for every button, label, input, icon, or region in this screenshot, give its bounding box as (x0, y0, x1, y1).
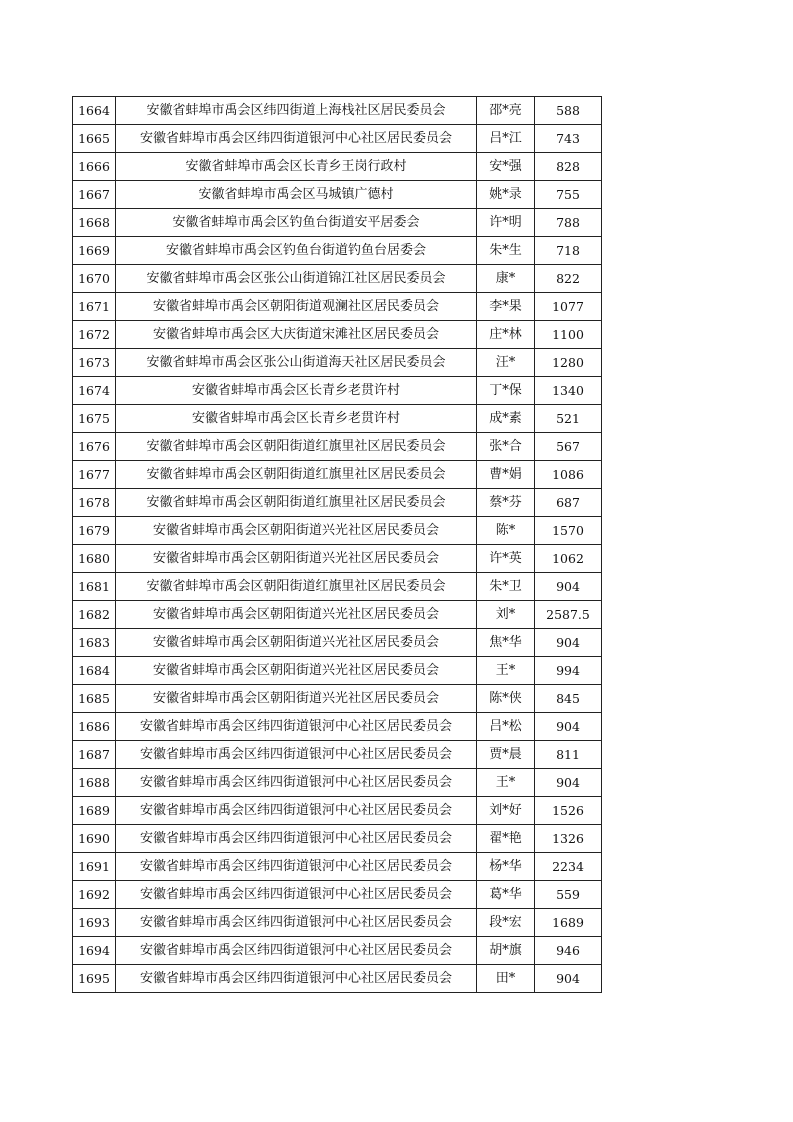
cell-amount: 811 (535, 741, 602, 769)
cell-name: 陈* (477, 517, 535, 545)
table-row (73, 937, 602, 965)
cell-index: 1668 (73, 209, 116, 237)
cell-index: 1684 (73, 657, 116, 685)
table-body (73, 97, 602, 993)
cell-name: 康* (477, 265, 535, 293)
cell-index: 1685 (73, 685, 116, 713)
table-row (73, 657, 602, 685)
cell-name: 许*英 (477, 545, 535, 573)
cell-address: 安徽省蚌埠市禹会区纬四街道银河中心社区居民委员会 (116, 797, 477, 825)
table-row (73, 349, 602, 377)
cell-address: 安徽省蚌埠市禹会区朝阳街道兴光社区居民委员会 (116, 685, 477, 713)
table-row (73, 545, 602, 573)
table-row (73, 97, 602, 125)
cell-amount: 1526 (535, 797, 602, 825)
cell-amount: 828 (535, 153, 602, 181)
cell-address: 安徽省蚌埠市禹会区钓鱼台街道钓鱼台居委会 (116, 237, 477, 265)
cell-amount: 904 (535, 769, 602, 797)
cell-name: 姚*录 (477, 181, 535, 209)
table-row (73, 237, 602, 265)
cell-address: 安徽省蚌埠市禹会区朝阳街道红旗里社区居民委员会 (116, 461, 477, 489)
cell-address: 安徽省蚌埠市禹会区朝阳街道兴光社区居民委员会 (116, 545, 477, 573)
table-row (73, 601, 602, 629)
cell-index: 1676 (73, 433, 116, 461)
table-row (73, 909, 602, 937)
cell-address: 安徽省蚌埠市禹会区朝阳街道兴光社区居民委员会 (116, 517, 477, 545)
cell-name: 成*素 (477, 405, 535, 433)
cell-index: 1670 (73, 265, 116, 293)
cell-name: 刘* (477, 601, 535, 629)
cell-index: 1669 (73, 237, 116, 265)
table-row (73, 293, 602, 321)
cell-name: 杨*华 (477, 853, 535, 881)
table-row (73, 405, 602, 433)
cell-address: 安徽省蚌埠市禹会区朝阳街道观澜社区居民委员会 (116, 293, 477, 321)
cell-index: 1689 (73, 797, 116, 825)
table-row (73, 825, 602, 853)
table-row (73, 797, 602, 825)
cell-address: 安徽省蚌埠市禹会区朝阳街道兴光社区居民委员会 (116, 629, 477, 657)
cell-name: 翟*艳 (477, 825, 535, 853)
cell-index: 1691 (73, 853, 116, 881)
table-row (73, 209, 602, 237)
cell-amount: 743 (535, 125, 602, 153)
cell-name: 王* (477, 769, 535, 797)
cell-index: 1686 (73, 713, 116, 741)
table-row (73, 125, 602, 153)
cell-amount: 2234 (535, 853, 602, 881)
cell-address: 安徽省蚌埠市禹会区钓鱼台街道安平居委会 (116, 209, 477, 237)
cell-index: 1687 (73, 741, 116, 769)
cell-amount: 588 (535, 97, 602, 125)
cell-amount: 1100 (535, 321, 602, 349)
cell-name: 葛*华 (477, 881, 535, 909)
table-row (73, 517, 602, 545)
cell-amount: 822 (535, 265, 602, 293)
cell-index: 1694 (73, 937, 116, 965)
cell-name: 焦*华 (477, 629, 535, 657)
cell-name: 胡*旗 (477, 937, 535, 965)
table-row (73, 685, 602, 713)
table-row (73, 853, 602, 881)
cell-amount: 904 (535, 573, 602, 601)
cell-amount: 559 (535, 881, 602, 909)
cell-name: 蔡*芬 (477, 489, 535, 517)
cell-index: 1674 (73, 377, 116, 405)
table-row (73, 265, 602, 293)
cell-name: 李*果 (477, 293, 535, 321)
cell-address: 安徽省蚌埠市禹会区马城镇广德村 (116, 181, 477, 209)
cell-address: 安徽省蚌埠市禹会区朝阳街道红旗里社区居民委员会 (116, 573, 477, 601)
cell-name: 刘*好 (477, 797, 535, 825)
cell-name: 陈*侠 (477, 685, 535, 713)
cell-amount: 845 (535, 685, 602, 713)
cell-name: 吕*松 (477, 713, 535, 741)
cell-name: 许*明 (477, 209, 535, 237)
cell-address: 安徽省蚌埠市禹会区纬四街道银河中心社区居民委员会 (116, 741, 477, 769)
cell-name: 安*强 (477, 153, 535, 181)
cell-name: 朱*生 (477, 237, 535, 265)
table-row (73, 181, 602, 209)
cell-amount: 521 (535, 405, 602, 433)
cell-amount: 904 (535, 629, 602, 657)
cell-address: 安徽省蚌埠市禹会区长青乡老贯许村 (116, 377, 477, 405)
cell-address: 安徽省蚌埠市禹会区纬四街道银河中心社区居民委员会 (116, 125, 477, 153)
cell-amount: 904 (535, 713, 602, 741)
cell-index: 1675 (73, 405, 116, 433)
cell-amount: 1077 (535, 293, 602, 321)
cell-name: 王* (477, 657, 535, 685)
cell-index: 1665 (73, 125, 116, 153)
table-row (73, 573, 602, 601)
cell-amount: 904 (535, 965, 602, 993)
cell-index: 1695 (73, 965, 116, 993)
table-row (73, 489, 602, 517)
cell-name: 吕*江 (477, 125, 535, 153)
cell-address: 安徽省蚌埠市禹会区纬四街道银河中心社区居民委员会 (116, 965, 477, 993)
cell-amount: 1062 (535, 545, 602, 573)
table-row (73, 965, 602, 993)
cell-amount: 1570 (535, 517, 602, 545)
cell-name: 张*合 (477, 433, 535, 461)
cell-amount: 788 (535, 209, 602, 237)
cell-index: 1666 (73, 153, 116, 181)
cell-index: 1693 (73, 909, 116, 937)
cell-name: 汪* (477, 349, 535, 377)
cell-index: 1671 (73, 293, 116, 321)
cell-address: 安徽省蚌埠市禹会区长青乡王岗行政村 (116, 153, 477, 181)
table-row (73, 433, 602, 461)
cell-address: 安徽省蚌埠市禹会区大庆街道宋滩社区居民委员会 (116, 321, 477, 349)
cell-index: 1680 (73, 545, 116, 573)
cell-address: 安徽省蚌埠市禹会区朝阳街道红旗里社区居民委员会 (116, 489, 477, 517)
cell-index: 1681 (73, 573, 116, 601)
cell-index: 1692 (73, 881, 116, 909)
cell-name: 段*宏 (477, 909, 535, 937)
cell-amount: 1340 (535, 377, 602, 405)
table-row (73, 881, 602, 909)
allowance-table (72, 96, 602, 993)
table-row (73, 741, 602, 769)
table-row (73, 461, 602, 489)
cell-address: 安徽省蚌埠市禹会区朝阳街道兴光社区居民委员会 (116, 601, 477, 629)
cell-name: 庄*林 (477, 321, 535, 349)
cell-amount: 1326 (535, 825, 602, 853)
cell-index: 1673 (73, 349, 116, 377)
cell-address: 安徽省蚌埠市禹会区纬四街道银河中心社区居民委员会 (116, 769, 477, 797)
cell-index: 1688 (73, 769, 116, 797)
cell-name: 田* (477, 965, 535, 993)
cell-name: 曹*娟 (477, 461, 535, 489)
cell-address: 安徽省蚌埠市禹会区纬四街道上海栈社区居民委员会 (116, 97, 477, 125)
cell-address: 安徽省蚌埠市禹会区长青乡老贯许村 (116, 405, 477, 433)
cell-index: 1667 (73, 181, 116, 209)
table-row (73, 713, 602, 741)
cell-amount: 994 (535, 657, 602, 685)
cell-address: 安徽省蚌埠市禹会区纬四街道银河中心社区居民委员会 (116, 909, 477, 937)
cell-address: 安徽省蚌埠市禹会区纬四街道银河中心社区居民委员会 (116, 825, 477, 853)
cell-address: 安徽省蚌埠市禹会区纬四街道银河中心社区居民委员会 (116, 937, 477, 965)
cell-amount: 1280 (535, 349, 602, 377)
cell-index: 1690 (73, 825, 116, 853)
cell-address: 安徽省蚌埠市禹会区纬四街道银河中心社区居民委员会 (116, 713, 477, 741)
cell-index: 1683 (73, 629, 116, 657)
cell-amount: 1086 (535, 461, 602, 489)
cell-index: 1679 (73, 517, 116, 545)
cell-name: 邵*亮 (477, 97, 535, 125)
table-row (73, 377, 602, 405)
table-row (73, 321, 602, 349)
cell-address: 安徽省蚌埠市禹会区张公山街道海天社区居民委员会 (116, 349, 477, 377)
cell-address: 安徽省蚌埠市禹会区朝阳街道红旗里社区居民委员会 (116, 433, 477, 461)
cell-address: 安徽省蚌埠市禹会区纬四街道银河中心社区居民委员会 (116, 881, 477, 909)
cell-amount: 1689 (535, 909, 602, 937)
cell-index: 1672 (73, 321, 116, 349)
cell-name: 丁*保 (477, 377, 535, 405)
cell-address: 安徽省蚌埠市禹会区朝阳街道兴光社区居民委员会 (116, 657, 477, 685)
cell-amount: 946 (535, 937, 602, 965)
cell-name: 朱*卫 (477, 573, 535, 601)
cell-amount: 718 (535, 237, 602, 265)
cell-index: 1664 (73, 97, 116, 125)
cell-address: 安徽省蚌埠市禹会区纬四街道银河中心社区居民委员会 (116, 853, 477, 881)
cell-name: 贾*晨 (477, 741, 535, 769)
cell-index: 1677 (73, 461, 116, 489)
cell-amount: 567 (535, 433, 602, 461)
cell-amount: 755 (535, 181, 602, 209)
cell-amount: 687 (535, 489, 602, 517)
table-row (73, 629, 602, 657)
table-row (73, 769, 602, 797)
cell-index: 1678 (73, 489, 116, 517)
cell-address: 安徽省蚌埠市禹会区张公山街道锦江社区居民委员会 (116, 265, 477, 293)
table-row (73, 153, 602, 181)
cell-amount: 2587.5 (535, 601, 602, 629)
cell-index: 1682 (73, 601, 116, 629)
